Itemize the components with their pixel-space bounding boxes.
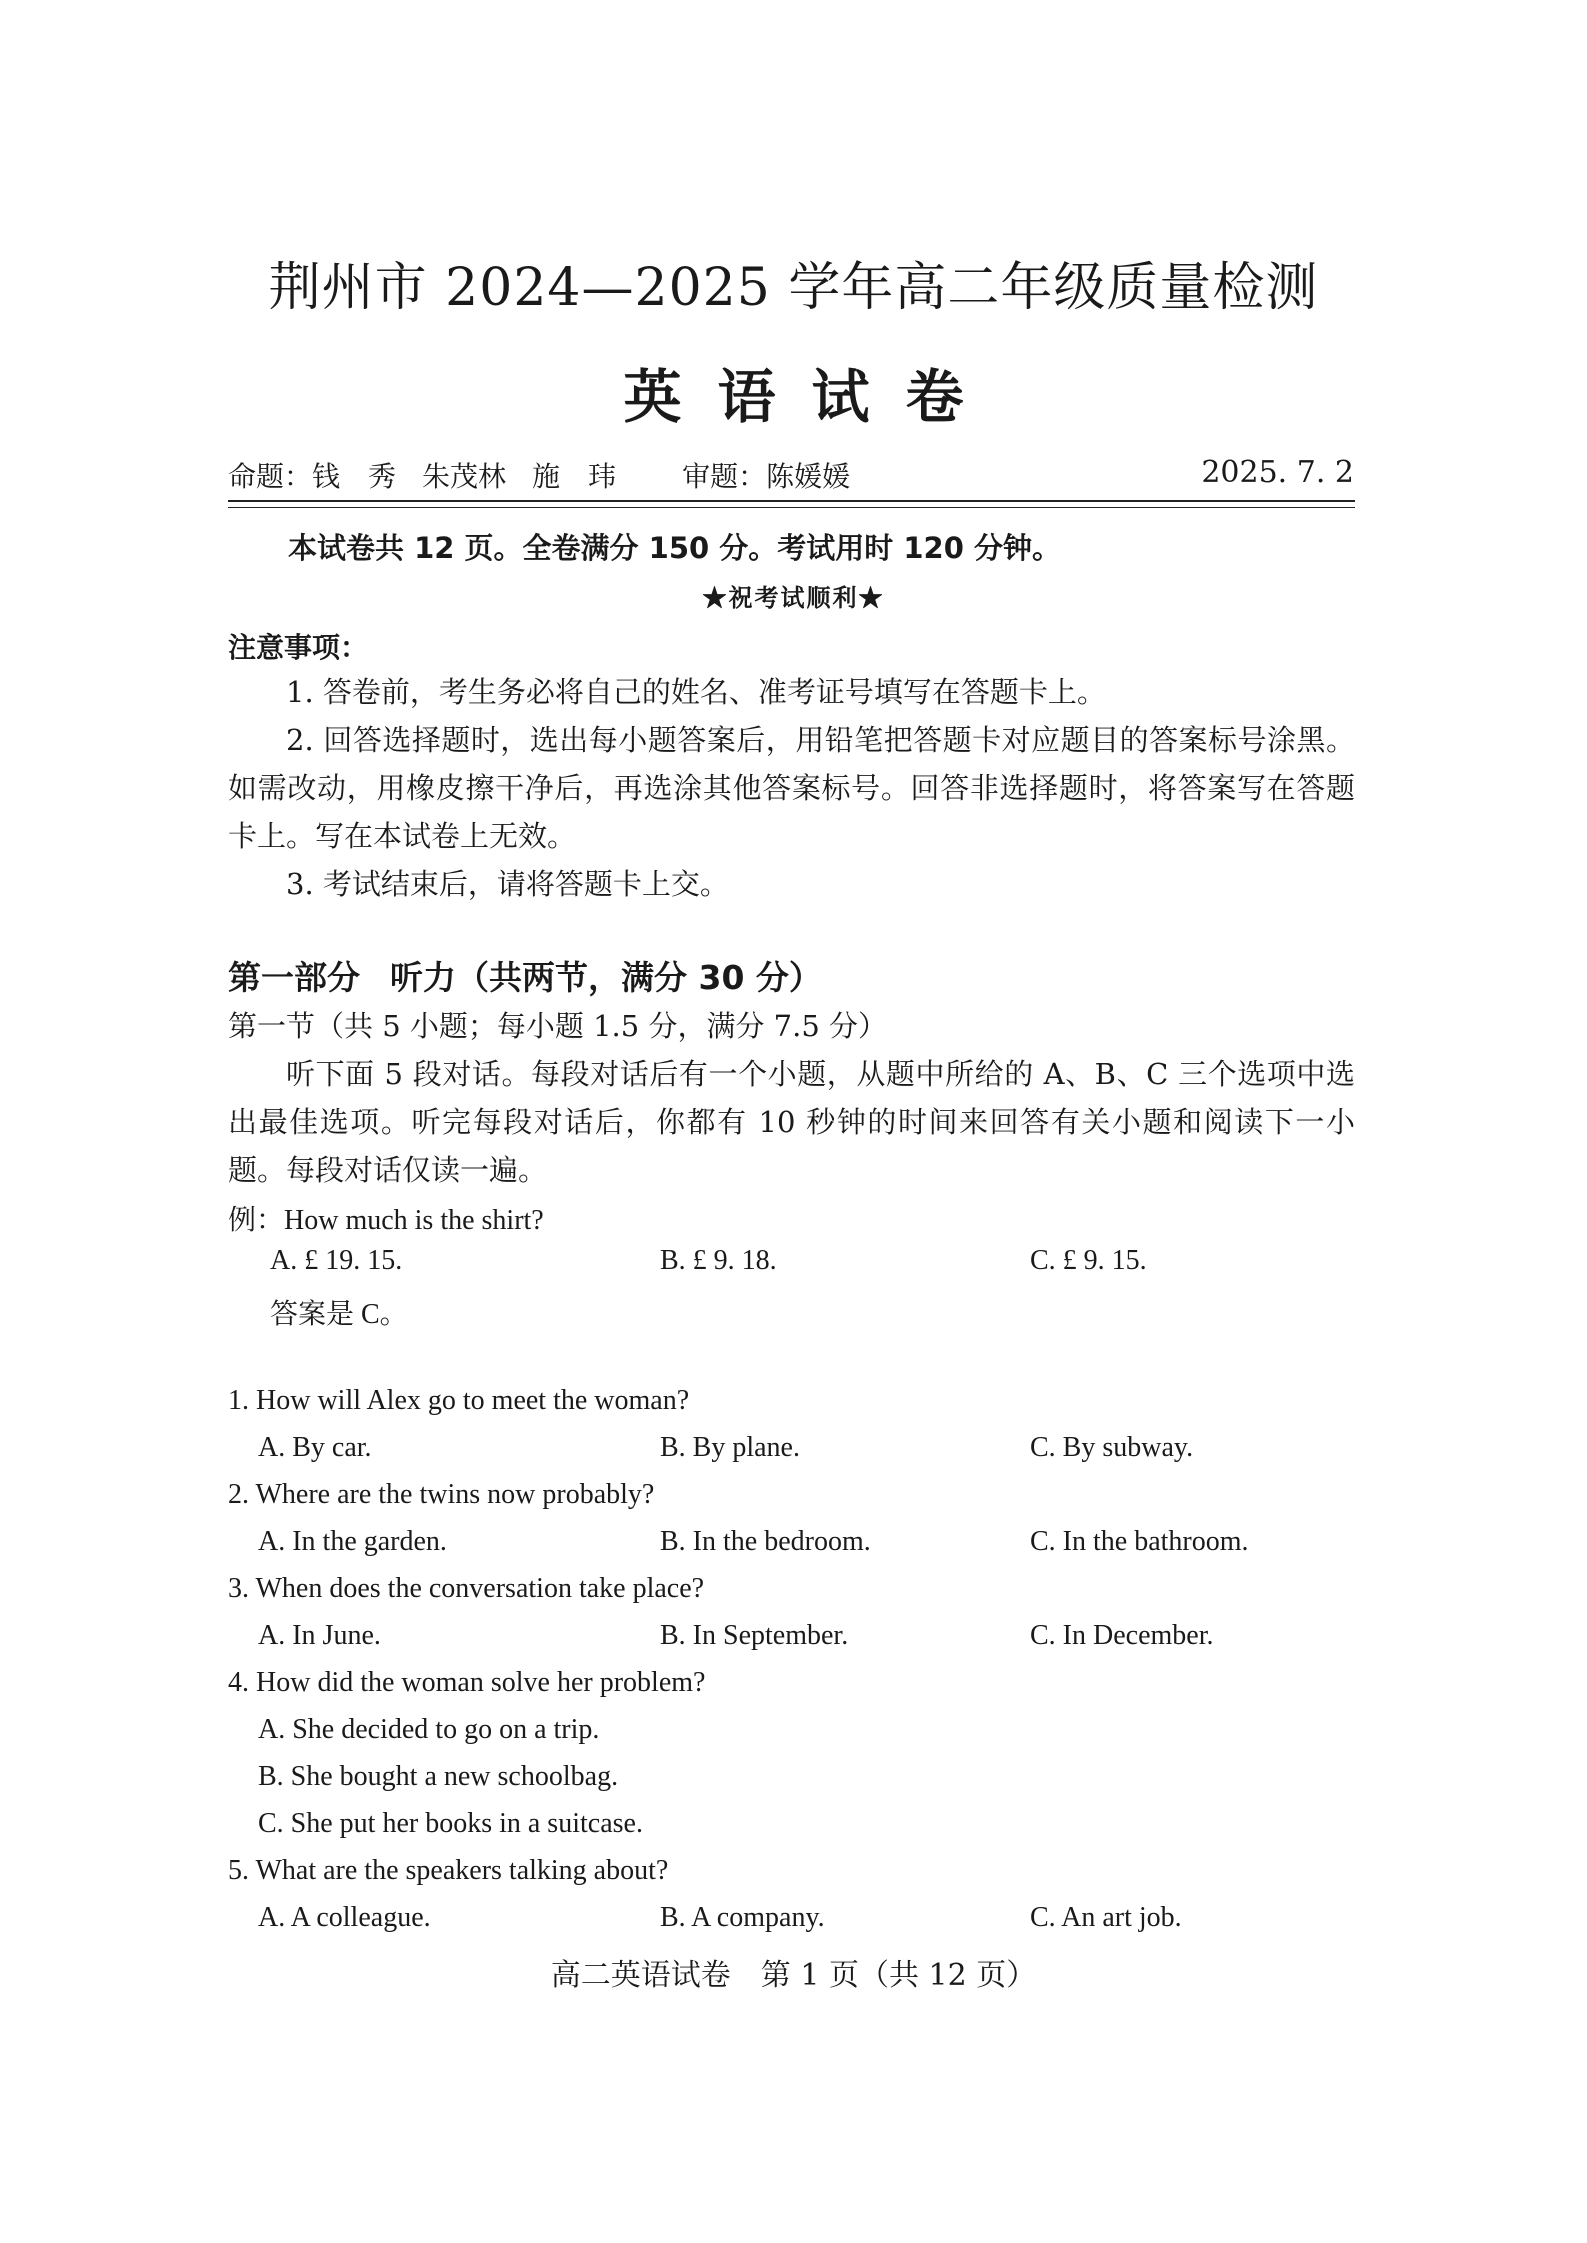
option-c: C. In December. xyxy=(1030,1620,1214,1651)
option-a: A. In June. xyxy=(258,1620,381,1651)
subject-title: 英语试卷 xyxy=(623,363,1000,431)
option-a: A. By car. xyxy=(258,1432,372,1463)
option-b: B. In the bedroom. xyxy=(660,1526,871,1557)
option-b: B. By plane. xyxy=(660,1432,800,1463)
part-title: 听力（共两节，满分 30 分） xyxy=(390,958,822,997)
notice-item-3: 3. 考试结束后，请将答题卡上交。 xyxy=(286,867,729,901)
option-a: A. In the garden. xyxy=(258,1526,447,1557)
exam-date: 2025. 7. 2 xyxy=(1201,455,1354,490)
option-c: C. By subway. xyxy=(1030,1432,1194,1463)
example-answer: 答案是 C。 xyxy=(270,1299,408,1330)
option-b: B. She bought a new schoolbag. xyxy=(258,1761,619,1792)
setter-name: 钱 秀 xyxy=(312,460,397,493)
reviewer-name: 陈媛媛 xyxy=(766,460,851,493)
exam-title: 荆州市 2024—2025 学年高二年级质量检测 xyxy=(268,258,1319,318)
divider xyxy=(228,500,1355,502)
question-5: 5. What are the speakers talking about? xyxy=(228,1855,669,1886)
question-2: 2. Where are the twins now probably? xyxy=(228,1479,655,1510)
divider xyxy=(228,507,1355,508)
notice-item-1: 1. 答卷前，考生务必将自己的姓名、准考证号填写在答题卡上。 xyxy=(286,675,1106,709)
option-c: C. An art job. xyxy=(1030,1902,1182,1933)
setter-name: 朱茂林 xyxy=(422,460,507,493)
part-heading xyxy=(228,952,822,999)
option-a: A. A colleague. xyxy=(258,1902,431,1933)
question-4: 4. How did the woman solve her problem? xyxy=(228,1667,706,1698)
setters-label: 命题： xyxy=(228,460,313,493)
reviewer-label: 审题： xyxy=(682,460,767,493)
setter-name: 施 玮 xyxy=(532,460,617,493)
question-1: 1. How will Alex go to meet the woman? xyxy=(228,1385,690,1416)
option-b: B. A company. xyxy=(660,1902,825,1933)
notice-item-2: 2. 回答选择题时，选出每小题答案后，用铅笔把答题卡对应题目的答案标号涂黑。如需改动，用橡皮擦干净后，再选涂其他答案标号。回答非选择题时，将答案写在答题卡上。写在本试卷上无效。 xyxy=(228,723,1355,853)
example-option-a: A. £ 19. 15. xyxy=(270,1245,403,1276)
part-number: 第一部分 xyxy=(228,958,360,997)
example-option-c: C. £ 9. 15. xyxy=(1030,1245,1147,1276)
option-a: A. She decided to go on a trip. xyxy=(258,1714,600,1745)
option-c: C. In the bathroom. xyxy=(1030,1526,1249,1557)
option-c: C. She put her books in a suitcase. xyxy=(258,1808,643,1839)
good-luck-banner: ★祝考试顺利★ xyxy=(702,583,885,612)
setters-line xyxy=(228,455,876,495)
section-heading: 第一节（共 5 小题；每小题 1.5 分，满分 7.5 分） xyxy=(228,1009,888,1043)
page-footer: 高二英语试卷 第 1 页（共 12 页） xyxy=(550,1958,1037,1993)
example-question: 例：How much is the shirt? xyxy=(228,1205,544,1236)
exam-intro: 本试卷共 12 页。全卷满分 150 分。考试用时 120 分钟。 xyxy=(288,531,1062,565)
listening-instructions: 听下面 5 段对话。每段对话后有一个小题，从题中所给的 A、B、C 三个选项中选出最佳选项。听完每段对话后，你都有 10 秒钟的时间来回答有关小题和阅读下一小题。每段对话仅读一遍。 xyxy=(228,1057,1355,1187)
option-b: B. In September. xyxy=(660,1620,849,1651)
example-option-b: B. £ 9. 18. xyxy=(660,1245,777,1276)
question-3: 3. When does the conversation take place? xyxy=(228,1573,705,1604)
notice-heading: 注意事项： xyxy=(228,631,369,664)
